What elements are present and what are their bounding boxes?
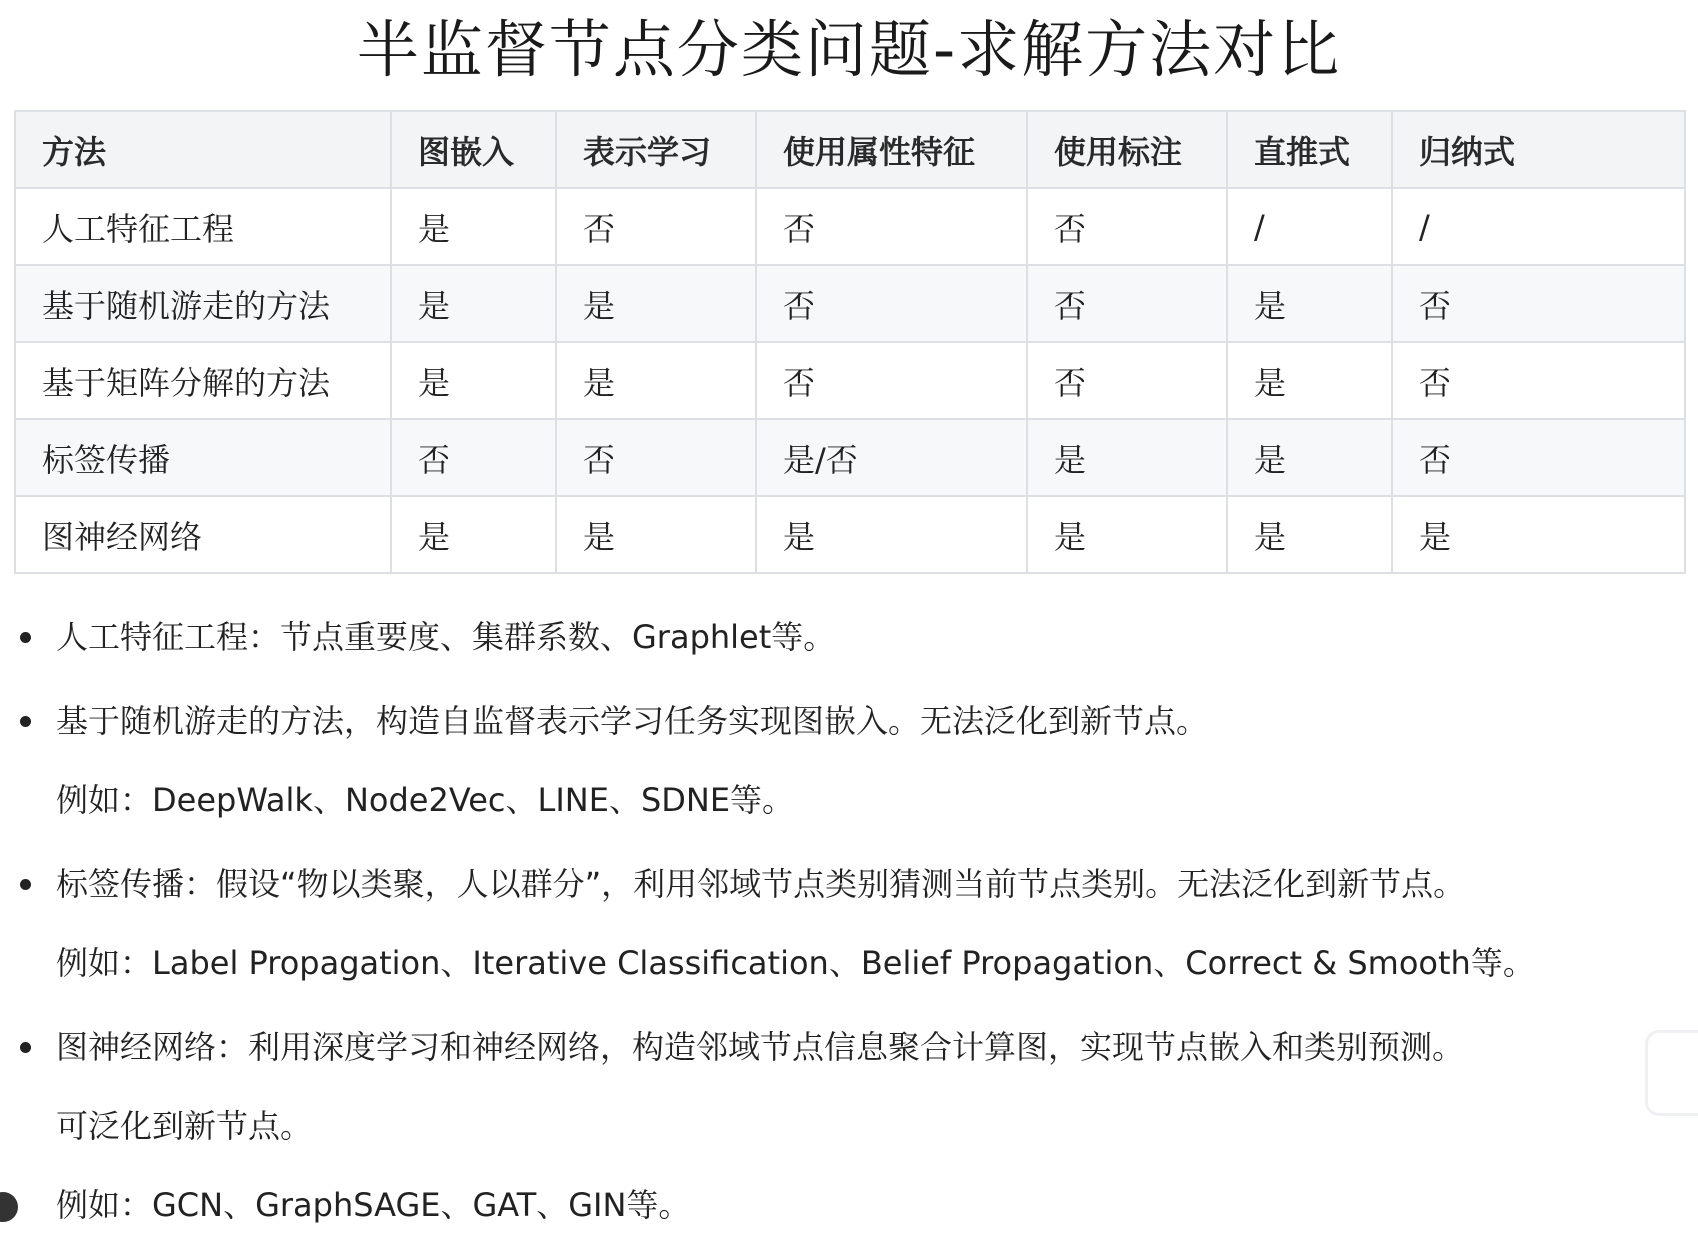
bullet-icon bbox=[20, 879, 31, 890]
list-item bbox=[0, 845, 1698, 1003]
table-cell: 否 bbox=[1027, 265, 1227, 342]
header-method: 方法 bbox=[15, 111, 391, 188]
table-cell: / bbox=[1392, 188, 1685, 265]
header-graph-embedding: 图嵌入 bbox=[391, 111, 556, 188]
table-cell: 是 bbox=[1227, 265, 1392, 342]
header-use-attribute-features: 使用属性特征 bbox=[756, 111, 1027, 188]
table-cell: 否 bbox=[1027, 188, 1227, 265]
note-line: 图神经网络：利用深度学习和神经网络，构造邻域节点信息聚合计算图，实现节点嵌入和类别预测。 bbox=[56, 1028, 1465, 1066]
list-item bbox=[0, 598, 1698, 677]
table-cell: 是 bbox=[391, 496, 556, 573]
table-cell: 是 bbox=[1227, 496, 1392, 573]
table-cell: 否 bbox=[756, 188, 1027, 265]
bullet-icon bbox=[20, 1042, 31, 1053]
table-cell: 基于矩阵分解的方法 bbox=[15, 342, 391, 419]
note-line: 例如：DeepWalk、Node2Vec、LINE、SDNE等。 bbox=[56, 781, 795, 819]
table-cell: 否 bbox=[1392, 342, 1685, 419]
table-cell: 人工特征工程 bbox=[15, 188, 391, 265]
note-line: 人工特征工程：节点重要度、集群系数、Graphlet等。 bbox=[56, 618, 836, 656]
table-cell: 否 bbox=[1027, 342, 1227, 419]
table-cell: 是/否 bbox=[756, 419, 1027, 496]
note-line: 可泛化到新节点。 bbox=[56, 1107, 313, 1145]
table-cell: 是 bbox=[1392, 496, 1685, 573]
note-line: 例如：GCN、GraphSAGE、GAT、GIN等。 bbox=[56, 1186, 691, 1224]
table-cell: 否 bbox=[391, 419, 556, 496]
table-header-row bbox=[15, 111, 1685, 188]
table-row bbox=[15, 265, 1685, 342]
bullet-icon bbox=[20, 716, 31, 727]
table-cell: 否 bbox=[556, 188, 756, 265]
table-cell: / bbox=[1227, 188, 1392, 265]
table-row bbox=[15, 188, 1685, 265]
table-cell: 否 bbox=[1392, 265, 1685, 342]
list-item bbox=[0, 682, 1698, 840]
header-inductive: 归纳式 bbox=[1392, 111, 1685, 188]
table-cell: 否 bbox=[1392, 419, 1685, 496]
table-cell: 是 bbox=[391, 342, 556, 419]
table-cell: 是 bbox=[1027, 496, 1227, 573]
table-cell: 是 bbox=[391, 265, 556, 342]
table-cell: 否 bbox=[756, 265, 1027, 342]
note-line: 标签传播：假设“物以类聚，人以群分”，利用邻域节点类别猜测当前节点类别。无法泛化到新节点。 bbox=[56, 865, 1466, 903]
table-cell: 是 bbox=[556, 265, 756, 342]
table-cell: 基于随机游走的方法 bbox=[15, 265, 391, 342]
table-cell: 图神经网络 bbox=[15, 496, 391, 573]
table-cell: 标签传播 bbox=[15, 419, 391, 496]
comparison-table bbox=[14, 110, 1686, 574]
note-line: 例如：Label Propagation、Iterative Classification、Belief Propagation、Correct & Smooth等。 bbox=[56, 944, 1535, 982]
header-representation-learning: 表示学习 bbox=[556, 111, 756, 188]
table-cell: 是 bbox=[1227, 419, 1392, 496]
note-line: 基于随机游走的方法，构造自监督表示学习任务实现图嵌入。无法泛化到新节点。 bbox=[56, 702, 1209, 740]
bullet-icon bbox=[20, 632, 31, 643]
header-transductive: 直推式 bbox=[1227, 111, 1392, 188]
table-cell: 是 bbox=[391, 188, 556, 265]
table-cell: 是 bbox=[556, 342, 756, 419]
table-row bbox=[15, 496, 1685, 573]
table-row bbox=[15, 419, 1685, 496]
table-cell: 是 bbox=[1027, 419, 1227, 496]
watermark-logo-icon bbox=[1645, 1030, 1698, 1116]
page-title: 半监督节点分类问题-求解方法对比 bbox=[356, 13, 1342, 86]
table-cell: 是 bbox=[556, 496, 756, 573]
table-cell: 否 bbox=[556, 419, 756, 496]
header-use-labels: 使用标注 bbox=[1027, 111, 1227, 188]
table-row bbox=[15, 342, 1685, 419]
notes-list bbox=[0, 598, 1698, 1250]
list-item bbox=[0, 1008, 1698, 1245]
table-cell: 否 bbox=[756, 342, 1027, 419]
table-cell: 是 bbox=[756, 496, 1027, 573]
table-cell: 是 bbox=[1227, 342, 1392, 419]
